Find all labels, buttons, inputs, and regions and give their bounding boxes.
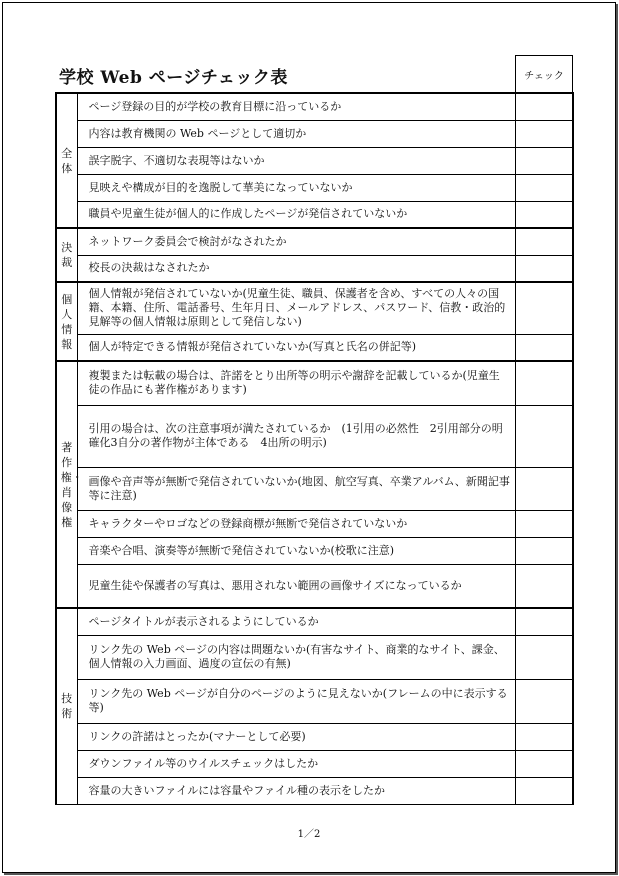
checklist-item-text: 画像や音声等が無断で発信されていないか(地図、航空写真、卒業アルバム、新聞記事等に注意) xyxy=(77,467,515,510)
checklist-item-text: 校長の決裁はなされたか xyxy=(77,255,515,282)
checklist-row xyxy=(56,679,573,723)
check-cell[interactable] xyxy=(515,777,573,804)
checklist-item-text: 複製または転載の場合は、許諾をとり出所等の明示や謝辞を記載しているか(児童生徒の作品にも著作権があります) xyxy=(77,361,515,405)
checklist-row xyxy=(56,608,573,635)
section-category-label: 技術 xyxy=(61,692,73,721)
check-column-header: チェック xyxy=(515,55,573,92)
checklist-item-text: 音楽や合唱、演奏等が無断で発信されていないか(校歌に注意) xyxy=(77,537,515,564)
checklist-item-text: 引用の場合は、次の注意事項が満たされているか (1引用の必然性 2引用部分の明確化3自分の著作物が主体である 4出所の明示) xyxy=(77,405,515,467)
checklist-item-text: 見映えや構成が目的を逸脱して華美になっていないか xyxy=(77,174,515,201)
section-category xyxy=(56,93,77,228)
checklist-item-text: 誤字脱字、不適切な表現等はないか xyxy=(77,147,515,174)
checklist-row xyxy=(56,537,573,564)
checklist-row xyxy=(56,334,573,361)
checklist-row xyxy=(56,405,573,467)
checklist-row xyxy=(56,147,573,174)
checklist-row xyxy=(56,777,573,804)
checklist-item-text: リンク先の Web ページが自分のページのように見えないか(フレームの中に表示する等) xyxy=(77,679,515,723)
check-cell[interactable] xyxy=(515,510,573,537)
checklist-row xyxy=(56,282,573,334)
checklist-item-text: 容量の大きいファイルには容量やファイル種の表示をしたか xyxy=(77,777,515,804)
checklist-row xyxy=(56,228,573,255)
section-category-label: 著作権・肖像権 xyxy=(60,440,83,529)
section-category xyxy=(56,228,77,282)
check-cell[interactable] xyxy=(515,147,573,174)
check-cell[interactable] xyxy=(515,608,573,635)
section-category-label: 個人情報 xyxy=(61,292,73,351)
check-cell[interactable] xyxy=(515,361,573,405)
check-cell[interactable] xyxy=(515,750,573,777)
check-cell[interactable] xyxy=(515,679,573,723)
checklist-row xyxy=(56,174,573,201)
check-cell[interactable] xyxy=(515,228,573,255)
checklist-row xyxy=(56,467,573,510)
checklist-row xyxy=(56,120,573,147)
checklist-row xyxy=(56,750,573,777)
check-cell[interactable] xyxy=(515,120,573,147)
checklist-item-text: キャラクターやロゴなどの登録商標が無断で発信されていないか xyxy=(77,510,515,537)
document-page xyxy=(2,2,616,873)
checklist-item-text: ページタイトルが表示されるようにしているか xyxy=(77,608,515,635)
checklist-item-text: 児童生徒や保護者の写真は、悪用されない範囲の画像サイズになっているか xyxy=(77,564,515,608)
checklist-item-text: ダウンファイル等のウイルスチェックはしたか xyxy=(77,750,515,777)
section-category-label: 決裁 xyxy=(61,241,73,269)
check-cell[interactable] xyxy=(515,467,573,510)
check-cell[interactable] xyxy=(515,174,573,201)
check-cell[interactable] xyxy=(515,564,573,608)
check-cell[interactable] xyxy=(515,255,573,282)
checklist-item-text: ネットワーク委員会で検討がなされたか xyxy=(77,228,515,255)
section-category xyxy=(56,282,77,361)
checklist-item-text: 内容は教育機関の Web ページとして適切か xyxy=(77,120,515,147)
checklist-row xyxy=(56,93,573,120)
checklist-row xyxy=(56,361,573,405)
check-cell[interactable] xyxy=(515,282,573,334)
check-cell[interactable] xyxy=(515,334,573,361)
checklist-item-text: リンク先の Web ページの内容は問題ないか(有害なサイト、商業的なサイト、課金、個人情報の入力画面、過度の宣伝の有無) xyxy=(77,635,515,679)
check-cell[interactable] xyxy=(515,405,573,467)
check-cell[interactable] xyxy=(515,93,573,120)
checklist-table xyxy=(55,92,574,805)
check-cell[interactable] xyxy=(515,635,573,679)
checklist-row xyxy=(56,510,573,537)
checklist-row xyxy=(56,635,573,679)
check-cell[interactable] xyxy=(515,723,573,750)
checklist-item-text: 個人情報が発信されていないか(児童生徒、職員、保護者を含め、すべての人々の国籍、本籍、住所、電話番号、生年月日、メールアドレス、パスワード、信教・政治的見解等の個人情報は原則として発信しない) xyxy=(77,282,515,334)
section-category xyxy=(56,608,77,804)
checklist-item-text: 職員や児童生徒が個人的に作成したページが発信されていないか xyxy=(77,201,515,228)
checklist-row xyxy=(56,201,573,228)
checklist-row xyxy=(56,255,573,282)
page-number: 1／2 xyxy=(297,829,321,840)
section-category xyxy=(56,361,83,608)
checklist-row xyxy=(56,723,573,750)
checklist-item-text: ページ登録の目的が学校の教育目標に沿っているか xyxy=(77,93,515,120)
checklist-row xyxy=(56,564,573,608)
check-cell[interactable] xyxy=(515,537,573,564)
section-category-label: 全体 xyxy=(61,146,73,175)
checklist-item-text: リンクの許諾はとったか(マナーとして必要) xyxy=(77,723,515,750)
checklist-item-text: 個人が特定できる情報が発信されていないか(写真と氏名の併記等) xyxy=(77,334,515,361)
check-cell[interactable] xyxy=(515,201,573,228)
page-title: 学校 Web ページチェック表 xyxy=(59,68,288,88)
